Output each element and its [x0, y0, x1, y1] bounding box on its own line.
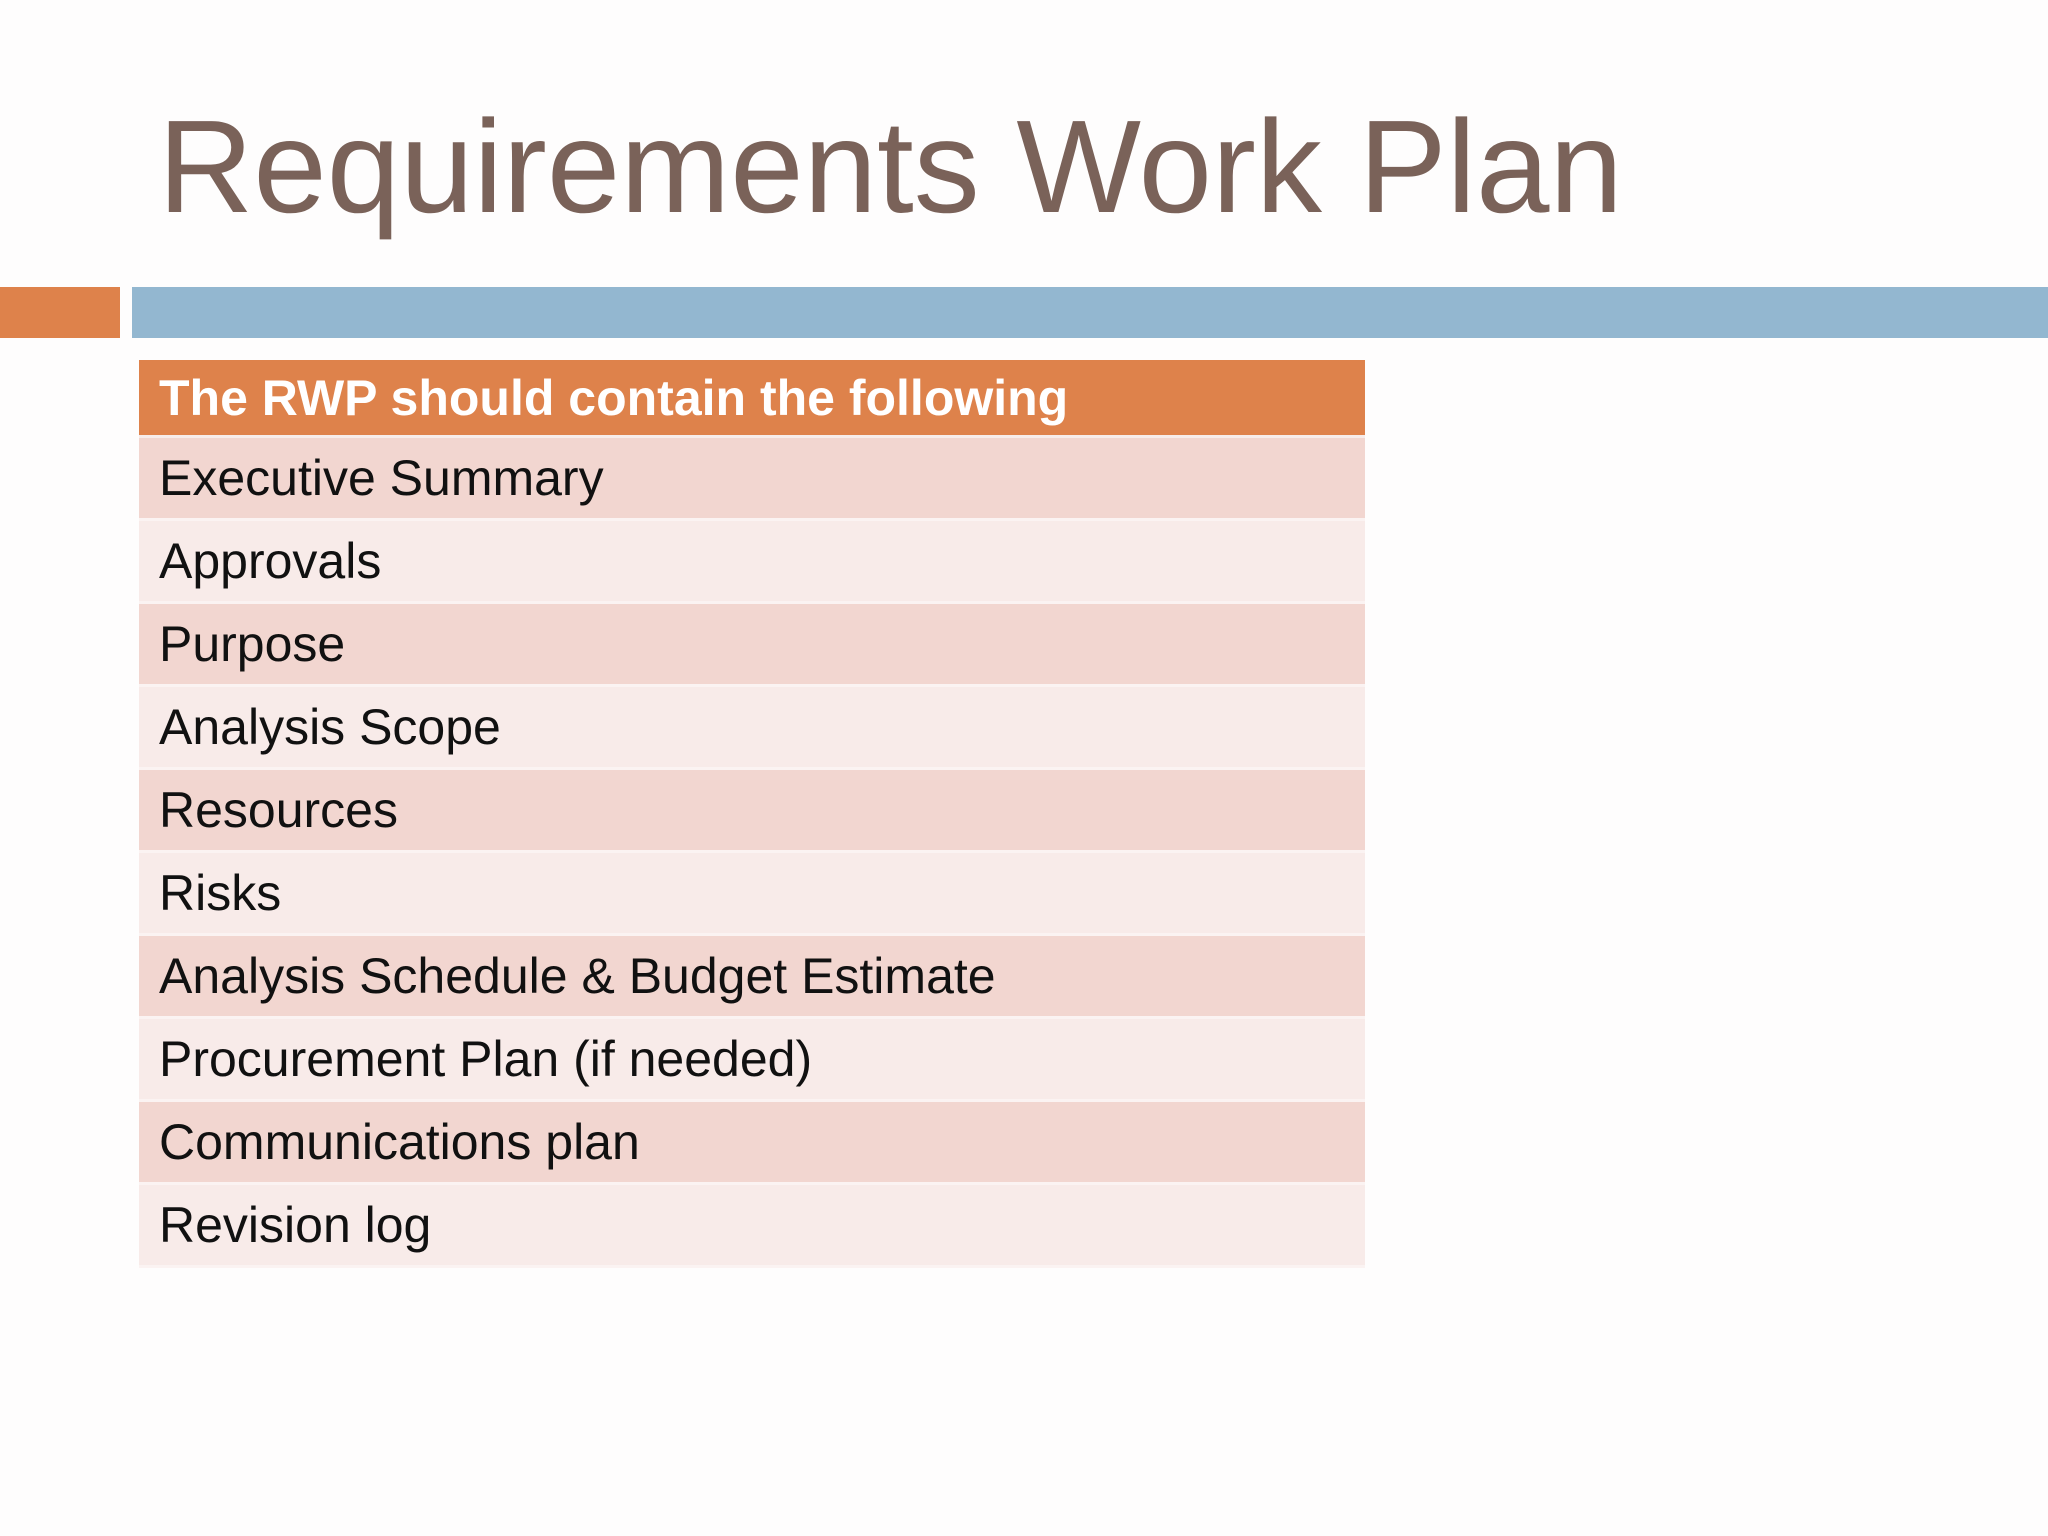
table-header: The RWP should contain the following: [139, 360, 1365, 438]
accent-bar-orange: [0, 287, 120, 338]
table-row-purpose: Purpose: [139, 604, 1365, 687]
table-row-schedule-budget: Analysis Schedule & Budget Estimate: [139, 936, 1365, 1019]
slide-title: Requirements Work Plan: [158, 93, 1623, 240]
table-row-executive-summary: Executive Summary: [139, 438, 1365, 521]
table-row-risks: Risks: [139, 853, 1365, 936]
table-row-approvals: Approvals: [139, 521, 1365, 604]
table-row-resources: Resources: [139, 770, 1365, 853]
table-row-communications-plan: Communications plan: [139, 1102, 1365, 1185]
accent-bar-blue: [132, 287, 2048, 338]
table-row-revision-log: Revision log: [139, 1185, 1365, 1268]
table-row-procurement-plan: Procurement Plan (if needed): [139, 1019, 1365, 1102]
content-table: [139, 360, 1365, 1268]
table-row-analysis-scope: Analysis Scope: [139, 687, 1365, 770]
